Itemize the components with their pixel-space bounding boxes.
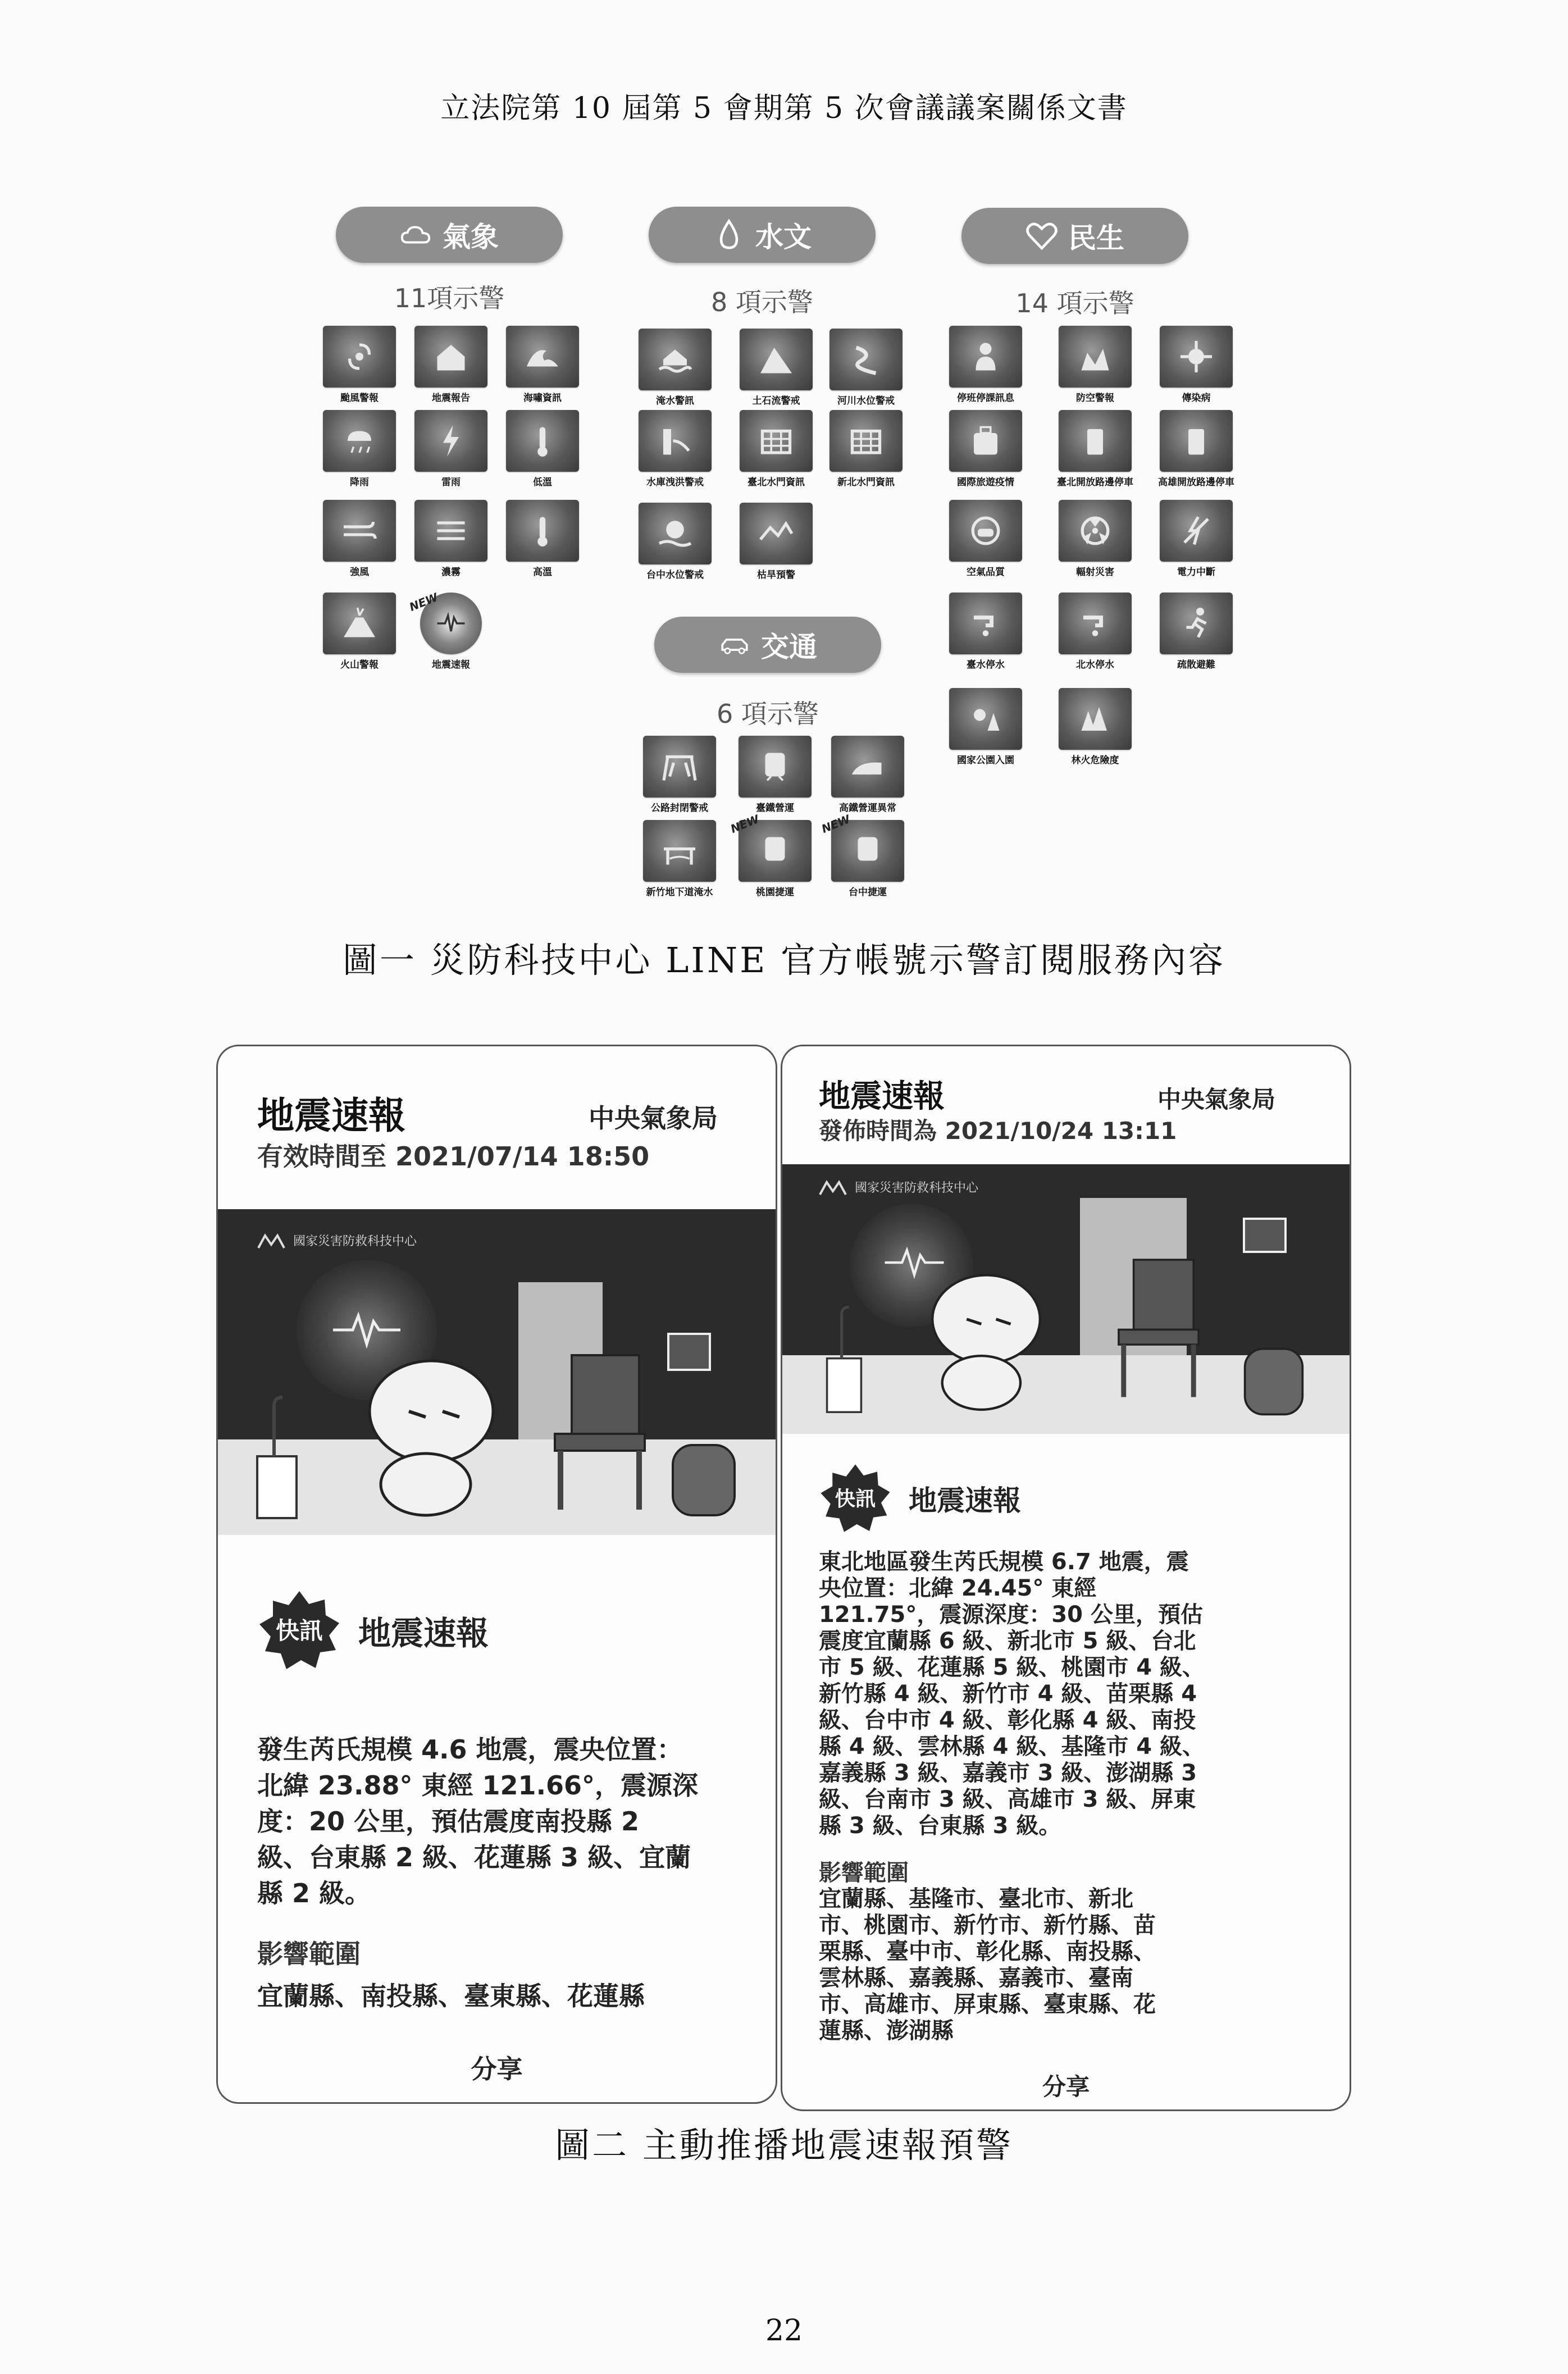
flash-news-heading bbox=[819, 1462, 1021, 1535]
new-badge: NEW bbox=[728, 812, 762, 836]
air-raid-icon bbox=[1059, 326, 1132, 388]
earthquake-card-2 bbox=[781, 1045, 1351, 2111]
flash-badge-text: 快訊 bbox=[275, 1617, 323, 1644]
category-weather-title: 氣象 bbox=[443, 221, 499, 253]
category-hydro-count: 8 項示警 bbox=[711, 287, 813, 317]
water-level-icon bbox=[639, 503, 712, 564]
alert-label: 淹水警訊 bbox=[656, 395, 694, 407]
alert-icon-hsr-abnormal[interactable] bbox=[817, 736, 918, 814]
alert-label: 河川水位警戒 bbox=[837, 395, 895, 407]
earthquake-illustration bbox=[218, 1209, 776, 1535]
seismic-wave-icon bbox=[333, 1307, 400, 1352]
alert-label: 雷雨 bbox=[441, 477, 461, 488]
alert-label: 新北水門資訊 bbox=[837, 477, 895, 488]
house-icon bbox=[414, 326, 487, 388]
share-button[interactable]: 分享 bbox=[471, 2054, 523, 2084]
alert-label: 台中水位警戒 bbox=[646, 569, 704, 581]
high-speed-rail-icon bbox=[831, 736, 904, 798]
flash-news-heading bbox=[257, 1588, 489, 1673]
org-logo-text: 國家災害防救科技中心 bbox=[855, 1181, 979, 1195]
card-source: 中央氣象局 bbox=[1157, 1086, 1276, 1113]
drought-icon bbox=[740, 503, 813, 564]
metro-icon bbox=[831, 820, 904, 882]
alert-icon-taipei-parking[interactable] bbox=[1045, 410, 1146, 489]
alert-label: 濃霧 bbox=[441, 567, 461, 578]
alert-icon-epidemic[interactable] bbox=[1146, 326, 1247, 404]
category-civil-count: 14 項示警 bbox=[1015, 288, 1134, 318]
alert-label: 傳染病 bbox=[1182, 393, 1211, 404]
range-line: 栗縣、臺中市、彰化縣、南投縣、 bbox=[819, 1939, 1156, 1965]
alert-label: 桃園捷運 bbox=[756, 887, 794, 898]
alert-label: 新竹地下道淹水 bbox=[646, 887, 713, 898]
category-weather-count: 11項示警 bbox=[394, 283, 505, 313]
card-body bbox=[257, 1731, 698, 1911]
faucet-icon bbox=[1059, 593, 1132, 654]
alert-icon-school-closure[interactable] bbox=[935, 326, 1036, 404]
alert-label: 火山警報 bbox=[340, 659, 379, 671]
faucet-icon bbox=[949, 593, 1022, 654]
alert-label: 台中捷運 bbox=[849, 887, 887, 898]
chair-icon bbox=[1114, 1243, 1204, 1411]
alert-label: 降雨 bbox=[350, 477, 369, 488]
share-button[interactable]: 分享 bbox=[1042, 2073, 1090, 2100]
alert-label: 枯旱預警 bbox=[757, 569, 795, 581]
alert-icon-power-outage[interactable] bbox=[1146, 500, 1247, 578]
typhoon-icon bbox=[323, 326, 396, 388]
range-line: 市、桃園市、新竹市、新竹縣、苗 bbox=[819, 1912, 1156, 1938]
range-line: 市、高雄市、屏東縣、臺東縣、花 bbox=[819, 1992, 1156, 2017]
virus-icon bbox=[1160, 326, 1233, 388]
alert-icon-river-level[interactable] bbox=[815, 329, 917, 407]
body-line: 嘉義縣 3 級、嘉義市 3 級、澎湖縣 3 bbox=[819, 1760, 1197, 1786]
range-line: 蓮縣、澎湖縣 bbox=[819, 2018, 954, 2044]
fog-icon bbox=[414, 500, 487, 562]
body-line: 震度宜蘭縣 6 級、新北市 5 級、台北 bbox=[819, 1628, 1196, 1654]
body-line: 北緯 23.88° 東經 121.66°，震源深 bbox=[257, 1770, 699, 1801]
park-icon bbox=[949, 688, 1022, 750]
body-line: 縣 4 級、雲林縣 4 級、基隆市 4 級、 bbox=[819, 1734, 1205, 1760]
alert-label: 海嘯資訊 bbox=[523, 393, 562, 404]
mask-icon bbox=[949, 500, 1022, 562]
alert-icon-rain[interactable] bbox=[309, 410, 410, 489]
range-line: 雲林縣、嘉義縣、嘉義市、臺南 bbox=[819, 1965, 1133, 1991]
alert-icon-taichung-water-level[interactable] bbox=[625, 503, 726, 581]
dog-mascot-icon bbox=[330, 1350, 516, 1524]
alert-icon-road-closure[interactable] bbox=[629, 736, 730, 814]
card-title: 地震速報 bbox=[257, 1094, 405, 1137]
alert-label: 輻射災害 bbox=[1076, 567, 1114, 578]
impact-range bbox=[819, 1886, 1156, 2044]
card-time: 發佈時間為 2021/10/24 13:11 bbox=[819, 1117, 1177, 1145]
parking-icon bbox=[1059, 410, 1132, 472]
alert-icon-thunderstorm[interactable] bbox=[400, 410, 502, 489]
impact-range-title: 影響範圍 bbox=[257, 1939, 361, 1969]
new-badge: NEW bbox=[819, 812, 853, 836]
gate-icon bbox=[829, 410, 902, 472]
alert-icon-reservoir[interactable] bbox=[625, 410, 726, 489]
ncdr-logo-icon bbox=[819, 1179, 847, 1196]
alert-label: 國家公園入園 bbox=[957, 755, 1014, 766]
alert-icon-low-temp[interactable] bbox=[492, 410, 593, 489]
radiation-icon bbox=[1059, 500, 1132, 562]
alert-icon-national-park[interactable] bbox=[935, 688, 1036, 767]
heart-icon bbox=[1025, 220, 1058, 252]
alert-icon-earthquake-report[interactable] bbox=[400, 326, 502, 404]
flood-icon bbox=[639, 329, 712, 390]
alert-label: 颱風警報 bbox=[340, 393, 379, 404]
alert-label: 高溫 bbox=[533, 567, 552, 578]
alert-icon-taipei-water-outage[interactable] bbox=[1045, 593, 1146, 671]
alert-label: 臺北水門資訊 bbox=[747, 477, 805, 488]
range-line: 宜蘭縣、基隆市、臺北市、新北 bbox=[819, 1886, 1133, 1912]
power-icon bbox=[1160, 500, 1233, 562]
document-header: 立法院第 10 屆第 5 會期第 5 次會議議案關係文書 bbox=[440, 92, 1128, 125]
alert-label: 電力中斷 bbox=[1177, 567, 1215, 578]
flash-heading-text: 地震速報 bbox=[358, 1614, 489, 1652]
gate-icon bbox=[740, 410, 813, 472]
alert-label: 地震速報 bbox=[432, 659, 470, 671]
road-closure-icon bbox=[643, 736, 716, 798]
earthquake-illustration bbox=[782, 1164, 1350, 1434]
body-line: 央位置：北緯 24.45° 東經 bbox=[819, 1575, 1097, 1601]
alert-icon-travel-epidemic[interactable] bbox=[935, 410, 1036, 489]
alert-label: 水庫洩洪警戒 bbox=[646, 477, 704, 488]
body-line: 級、台中市 4 級、彰化縣 4 級、南投 bbox=[819, 1707, 1196, 1733]
alert-icon-debris-flow[interactable] bbox=[726, 329, 827, 407]
alert-icon-newtaipei-floodgate[interactable] bbox=[815, 410, 917, 489]
alert-label: 臺北開放路邊停車 bbox=[1057, 477, 1133, 488]
body-line: 市 5 級、花蓮縣 5 級、桃園市 4 級、 bbox=[819, 1655, 1205, 1680]
dam-icon bbox=[639, 410, 712, 472]
alert-label: 高鐵營運異常 bbox=[839, 803, 896, 814]
alert-label: 土石流警戒 bbox=[752, 395, 800, 407]
alert-icon-air-raid[interactable] bbox=[1045, 326, 1146, 404]
alert-label: 防空警報 bbox=[1076, 393, 1114, 404]
card-title: 地震速報 bbox=[819, 1078, 945, 1115]
volcano-icon bbox=[323, 593, 396, 654]
flash-badge-text: 快訊 bbox=[835, 1487, 876, 1511]
alert-label: 公路封閉警戒 bbox=[651, 803, 708, 814]
new-badge: NEW bbox=[407, 590, 440, 614]
backpack-icon bbox=[1237, 1338, 1310, 1417]
train-icon bbox=[739, 736, 812, 798]
first-aid-sign-icon bbox=[1243, 1218, 1287, 1253]
water-drop-icon bbox=[713, 218, 745, 251]
body-line: 度：20 公里，預估震度南投縣 2 bbox=[257, 1806, 640, 1837]
category-hydro-title: 水文 bbox=[755, 221, 812, 253]
alert-icon-radiation[interactable] bbox=[1045, 500, 1146, 578]
category-traffic-pill[interactable] bbox=[654, 617, 881, 673]
alert-label: 地震報告 bbox=[432, 393, 470, 404]
alert-label: 低溫 bbox=[533, 477, 552, 488]
alert-label: 強風 bbox=[350, 567, 369, 578]
category-hydro-pill[interactable] bbox=[649, 207, 876, 263]
person-icon bbox=[949, 326, 1022, 388]
card-source: 中央氣象局 bbox=[589, 1103, 718, 1133]
running-person-icon bbox=[1160, 593, 1233, 654]
body-line: 級、台東縣 2 級、花蓮縣 3 級、宜蘭 bbox=[257, 1842, 691, 1872]
alert-icon-forest-fire[interactable] bbox=[1045, 688, 1146, 767]
alert-icon-typhoon[interactable] bbox=[309, 326, 410, 404]
alert-icon-high-temp[interactable] bbox=[492, 500, 593, 578]
body-line: 新竹縣 4 級、新竹市 4 級、苗栗縣 4 bbox=[819, 1681, 1197, 1707]
river-icon bbox=[829, 329, 902, 390]
alert-icon-tra-operation[interactable] bbox=[724, 736, 826, 814]
ncdr-logo-icon bbox=[257, 1232, 285, 1249]
alert-icon-evacuation[interactable] bbox=[1146, 593, 1247, 671]
category-traffic-count: 6 項示警 bbox=[717, 699, 819, 729]
alert-icon-air-quality[interactable] bbox=[935, 500, 1036, 578]
alert-label: 疏散避難 bbox=[1177, 659, 1215, 671]
range-line: 宜蘭縣、南投縣、臺東縣、花蓮縣 bbox=[257, 1981, 645, 2011]
luggage-icon bbox=[949, 410, 1022, 472]
alert-icon-volcano[interactable] bbox=[309, 593, 410, 671]
figure1-caption: 圖一 災防科技中心 LINE 官方帳號示警訂閱服務內容 bbox=[342, 940, 1226, 981]
alert-icon-fog[interactable] bbox=[400, 500, 502, 578]
forest-icon bbox=[1059, 688, 1132, 750]
alert-label: 林火危險度 bbox=[1071, 755, 1119, 766]
body-line: 發生芮氏規模 4.6 地震，震央位置： bbox=[257, 1734, 683, 1765]
thermometer-icon bbox=[506, 410, 579, 472]
org-logo bbox=[257, 1232, 417, 1249]
org-logo-text: 國家災害防救科技中心 bbox=[293, 1234, 417, 1248]
wind-icon bbox=[323, 500, 396, 562]
alert-label: 臺水停水 bbox=[967, 659, 1005, 671]
alert-icon-strong-wind[interactable] bbox=[309, 500, 410, 578]
card-body bbox=[819, 1549, 1205, 1839]
alert-label: 高雄開放路邊停車 bbox=[1158, 477, 1234, 488]
thermometer-hot-icon bbox=[506, 500, 579, 562]
alert-icon-taiwan-water-outage[interactable] bbox=[935, 593, 1036, 671]
category-weather-pill[interactable] bbox=[336, 207, 563, 263]
figure2-caption: 圖二 主動推播地震速報預警 bbox=[555, 2125, 1013, 2166]
cloud-icon bbox=[400, 218, 432, 251]
dog-mascot-icon bbox=[895, 1265, 1063, 1417]
alert-icon-hsinchu-underpass-flood[interactable] bbox=[629, 820, 730, 899]
alert-icon-kaohsiung-parking[interactable] bbox=[1146, 410, 1247, 489]
impact-range bbox=[257, 1976, 645, 2013]
flash-heading-text: 地震速報 bbox=[909, 1484, 1021, 1517]
alert-label: 空氣品質 bbox=[967, 567, 1005, 578]
flash-badge-icon bbox=[257, 1588, 341, 1673]
alert-label: 臺鐵營運 bbox=[756, 803, 794, 814]
umbrella-stand-icon bbox=[252, 1395, 302, 1524]
wave-icon bbox=[506, 326, 579, 388]
alert-icon-flood[interactable] bbox=[625, 329, 726, 407]
card-time: 有效時間至 2021/07/14 18:50 bbox=[257, 1141, 650, 1172]
first-aid-sign-icon bbox=[667, 1333, 711, 1371]
car-icon bbox=[718, 628, 751, 661]
underpass-icon bbox=[643, 820, 716, 882]
body-line: 東北地區發生芮氏規模 6.7 地震，震 bbox=[819, 1549, 1189, 1575]
alert-label: 北水停水 bbox=[1076, 659, 1114, 671]
alert-icon-tsunami[interactable] bbox=[492, 326, 593, 404]
parking-icon bbox=[1160, 410, 1233, 472]
alert-label: 停班停課訊息 bbox=[957, 393, 1014, 404]
rain-icon bbox=[323, 410, 396, 472]
impact-range-title: 影響範圍 bbox=[819, 1860, 909, 1886]
backpack-icon bbox=[667, 1434, 740, 1518]
earthquake-card-1 bbox=[216, 1045, 777, 2104]
category-civil-title: 民生 bbox=[1068, 222, 1124, 254]
body-line: 121.75°，震源深度：30 公里，預估 bbox=[819, 1602, 1203, 1628]
category-civil-pill[interactable] bbox=[961, 208, 1188, 264]
body-line: 縣 3 級、台東縣 3 級。 bbox=[819, 1813, 1061, 1839]
org-logo bbox=[819, 1178, 978, 1196]
chair-icon bbox=[549, 1350, 650, 1512]
alert-icon-drought[interactable] bbox=[726, 503, 827, 581]
flash-badge-icon bbox=[819, 1462, 892, 1535]
body-line: 級、台南市 3 級、高雄市 3 級、屏東 bbox=[819, 1787, 1196, 1812]
page-number: 22 bbox=[765, 2314, 803, 2348]
umbrella-stand-icon bbox=[822, 1305, 867, 1417]
lightning-icon bbox=[414, 410, 487, 472]
category-traffic-title: 交通 bbox=[761, 631, 817, 663]
body-line: 縣 2 級。 bbox=[257, 1878, 371, 1908]
alert-icon-taipei-floodgate[interactable] bbox=[726, 410, 827, 489]
alert-label: 國際旅遊疫情 bbox=[957, 477, 1014, 488]
landslide-icon bbox=[740, 329, 813, 390]
